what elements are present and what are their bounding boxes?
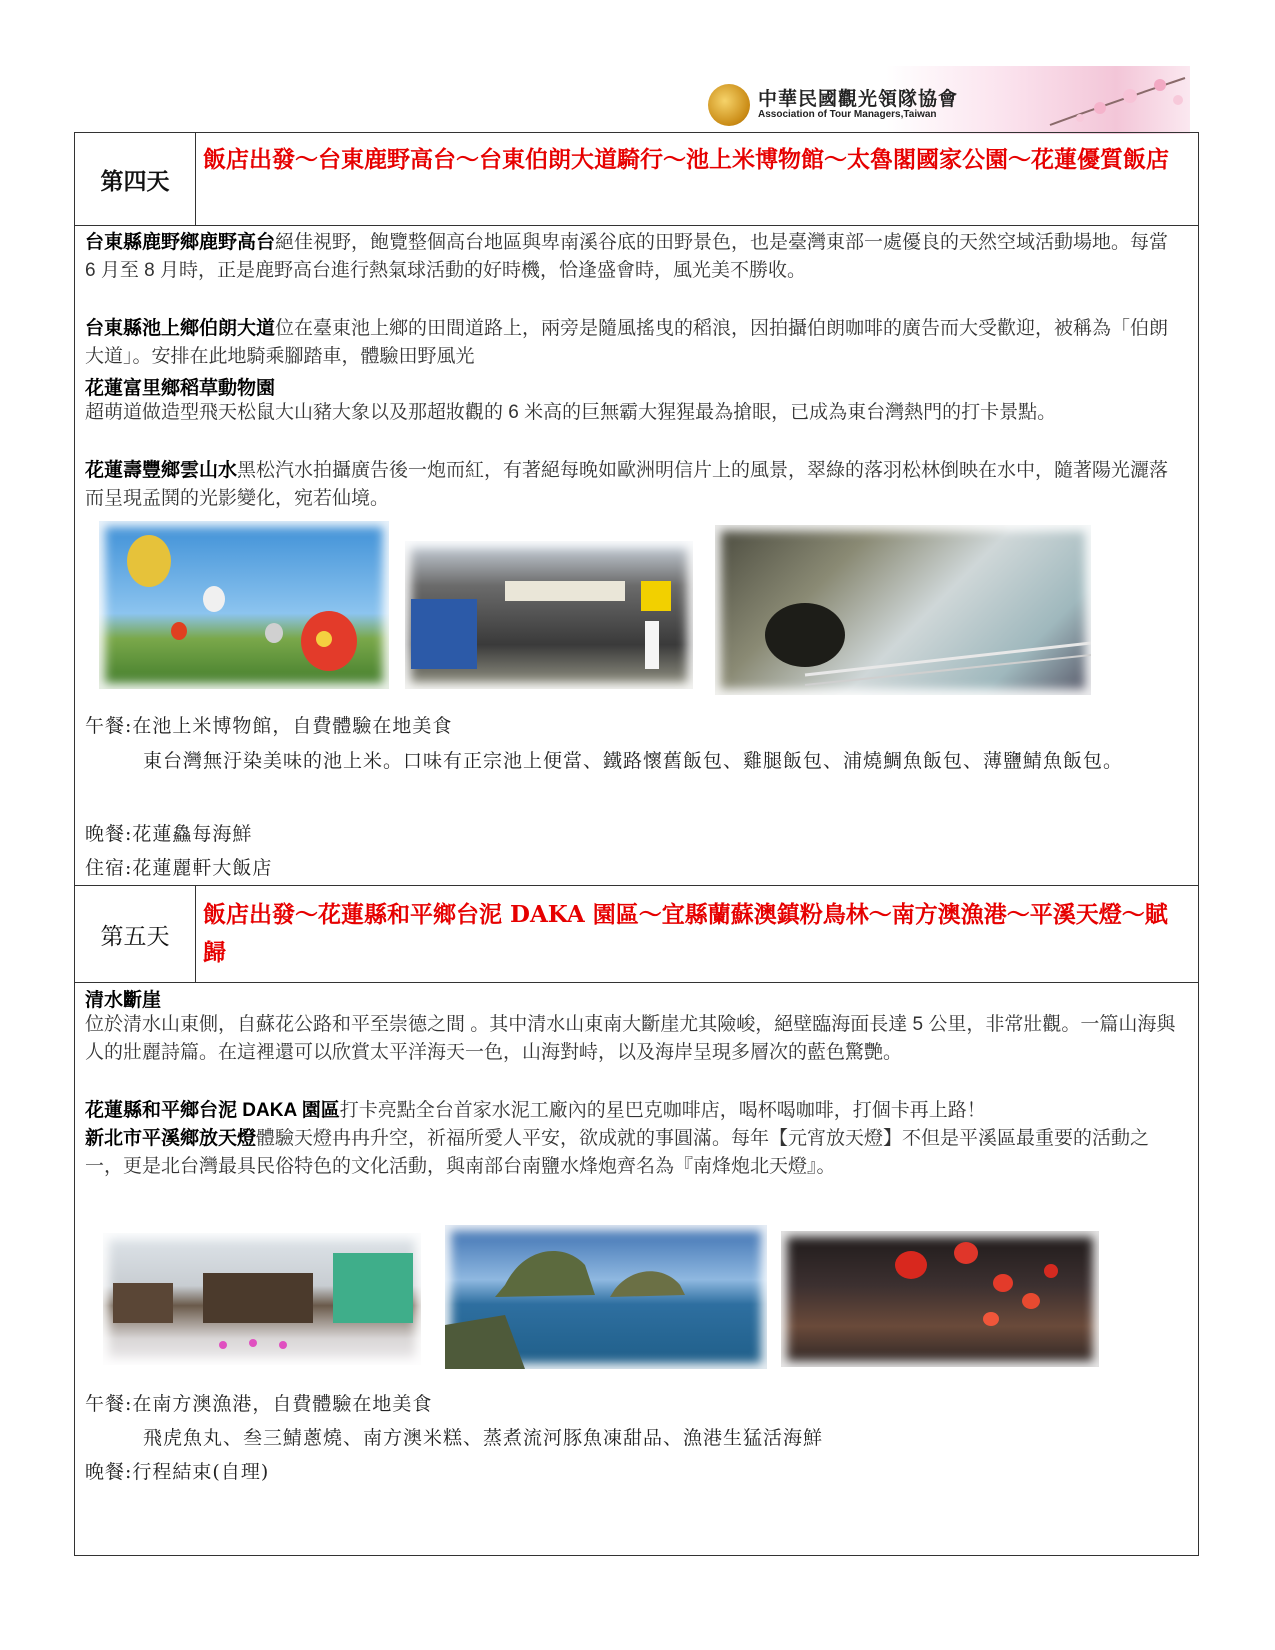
day5-title: 飯店出發～花蓮縣和平鄉台泥 DAKA 園區～宜縣蘭蘇澳鎮粉鳥林～南方澳漁港～平溪天燈～賦歸 — [203, 901, 1168, 966]
day4-photo-taroko-gorge — [715, 525, 1091, 695]
day4-paragraph-1 — [85, 229, 1180, 285]
day4-p4-body: 黑松汽水拍攝廣告後一炮而紅，有著絕每晚如歐洲明信片上的風景，翠綠的落羽松林倒映在水中，隨著陽光灑落而呈現孟鬨的光影變化，宛若仙境。 — [85, 460, 1169, 509]
day4-p3-body: 超萌道做造型飛天松鼠大山豬大象以及那超妝觀的 6 米高的巨無霸大猩猩最為搶眼，已成為東台灣熱門的打卡景點。 — [85, 402, 1057, 423]
day4-header-row — [75, 133, 1198, 226]
association-logo-icon — [708, 84, 750, 126]
logo-title-en: Association of Tour Managers,Taiwan — [758, 109, 937, 120]
day5-p2-head: 花蓮縣和平鄉台泥 DAKA 園區 — [85, 1100, 340, 1121]
day4-p2-head: 台東縣池上鄉伯朗大道 — [85, 318, 276, 339]
header-logo — [700, 66, 1200, 136]
day4-lodging: 住宿:花蓮麗軒大飯店 — [85, 857, 273, 879]
daka-illustration — [103, 1233, 421, 1365]
day5-p1-body: 位於清水山東側，自蘇花公路和平至崇德之間 。其中清水山東南大斷崖尤其險峻，絕壁臨海面長達 5 公里，非常壯觀。一篇山海與人的壯麗詩篇。在這裡還可以欣賞太平洋海天一色，山海對峙，以及海岸呈現多層次的藍色驚艷。 — [85, 1014, 1176, 1063]
coast-illustration — [445, 1225, 767, 1369]
day4-p3-head: 花蓮富里鄉稻草動物園 — [85, 378, 276, 399]
day5-p3-head: 新北市平溪鄉放天燈 — [85, 1128, 257, 1149]
day4-photo-chishang-station — [405, 541, 693, 689]
day4-p2-body: 位在臺東池上鄉的田間道路上，兩旁是隨風搖曳的稻浪，因拍攝伯朗咖啡的廣告而大受歡迎，被稱為「伯朗大道」。安排在此地騎乘腳踏車，體驗田野風光 — [85, 318, 1169, 367]
day5-p2-body: 打卡亮點全台首家水泥工廠內的星巴克咖啡店，喝杯喝咖啡，打個卡再上路！ — [339, 1100, 986, 1121]
cherry-branch-icon — [1040, 70, 1190, 130]
day5-photo-fenniaolin-coast — [445, 1225, 767, 1369]
station-illustration — [405, 541, 693, 689]
day5-lunch-detail: 飛虎魚丸、叁三鯖蔥燒、南方澳米糕、蒸煮流河豚魚凍甜品、漁港生猛活海鮮 — [143, 1427, 824, 1449]
logo-title-cn: 中華民國觀光領隊協會 — [758, 88, 959, 110]
day5-photo-daka-park — [103, 1233, 421, 1365]
day4-p4-head: 花蓮壽豐鄉雲山水 — [85, 460, 238, 481]
day5-dinner: 晚餐:行程結束(自理) — [85, 1461, 270, 1483]
day5-photo-pingxi-lanterns — [781, 1231, 1099, 1367]
day5-header-row — [75, 885, 1198, 983]
day4-p1-head: 台東縣鹿野鄉鹿野高台 — [85, 232, 276, 253]
taroko-illustration — [715, 525, 1091, 695]
day5-paragraph-3 — [85, 1125, 1180, 1181]
day5-p3-body: 體驗天燈冉冉升空，祈福所愛人平安，欲成就的事圓滿。每年【元宵放天燈】不但是平溪區最重要的活動之一，更是北台灣最具民俗特色的文化活動，與南部台南鹽水烽炮齊名為『南烽炮北天燈』。 — [85, 1128, 1150, 1177]
balloon-illustration — [99, 521, 389, 689]
day5-paragraph-2 — [85, 1097, 1180, 1125]
day4-label: 第四天 — [75, 133, 196, 225]
day5-p1-head: 清水斷崖 — [85, 990, 162, 1011]
day4-lunch: 午餐:在池上米博物館，自費體驗在地美食 — [85, 715, 453, 737]
day4-paragraph-4 — [85, 457, 1180, 513]
day4-photo-hot-air-balloons — [99, 521, 389, 689]
itinerary-table — [74, 132, 1199, 1556]
day5-label: 第五天 — [75, 886, 196, 982]
lantern-illustration — [781, 1231, 1099, 1367]
day4-paragraph-2 — [85, 315, 1180, 371]
day5-lunch: 午餐:在南方澳漁港，自費體驗在地美食 — [85, 1393, 433, 1415]
day4-title: 飯店出發～台東鹿野高台～台東伯朗大道騎行～池上米博物館～太魯閣國家公園～花蓮優質飯店 — [203, 146, 1169, 173]
day4-p1-body: 絕佳視野，飽覽整個高台地區與卑南溪谷底的田野景色，也是臺灣東部一處優良的天然空域活動場地。每當 6 月至 8 月時，正是鹿野高台進行熱氣球活動的好時機，恰逢盛會時，風光美不勝收。 — [85, 232, 1169, 281]
day4-dinner: 晚餐:花蓮鱻每海鮮 — [85, 823, 253, 845]
day4-lunch-detail: 東台灣無汙染美味的池上米。口味有正宗池上便當、鐵路懷舊飯包、雞腿飯包、浦燒鯛魚飯包、薄鹽鯖魚飯包。 — [143, 750, 1124, 772]
